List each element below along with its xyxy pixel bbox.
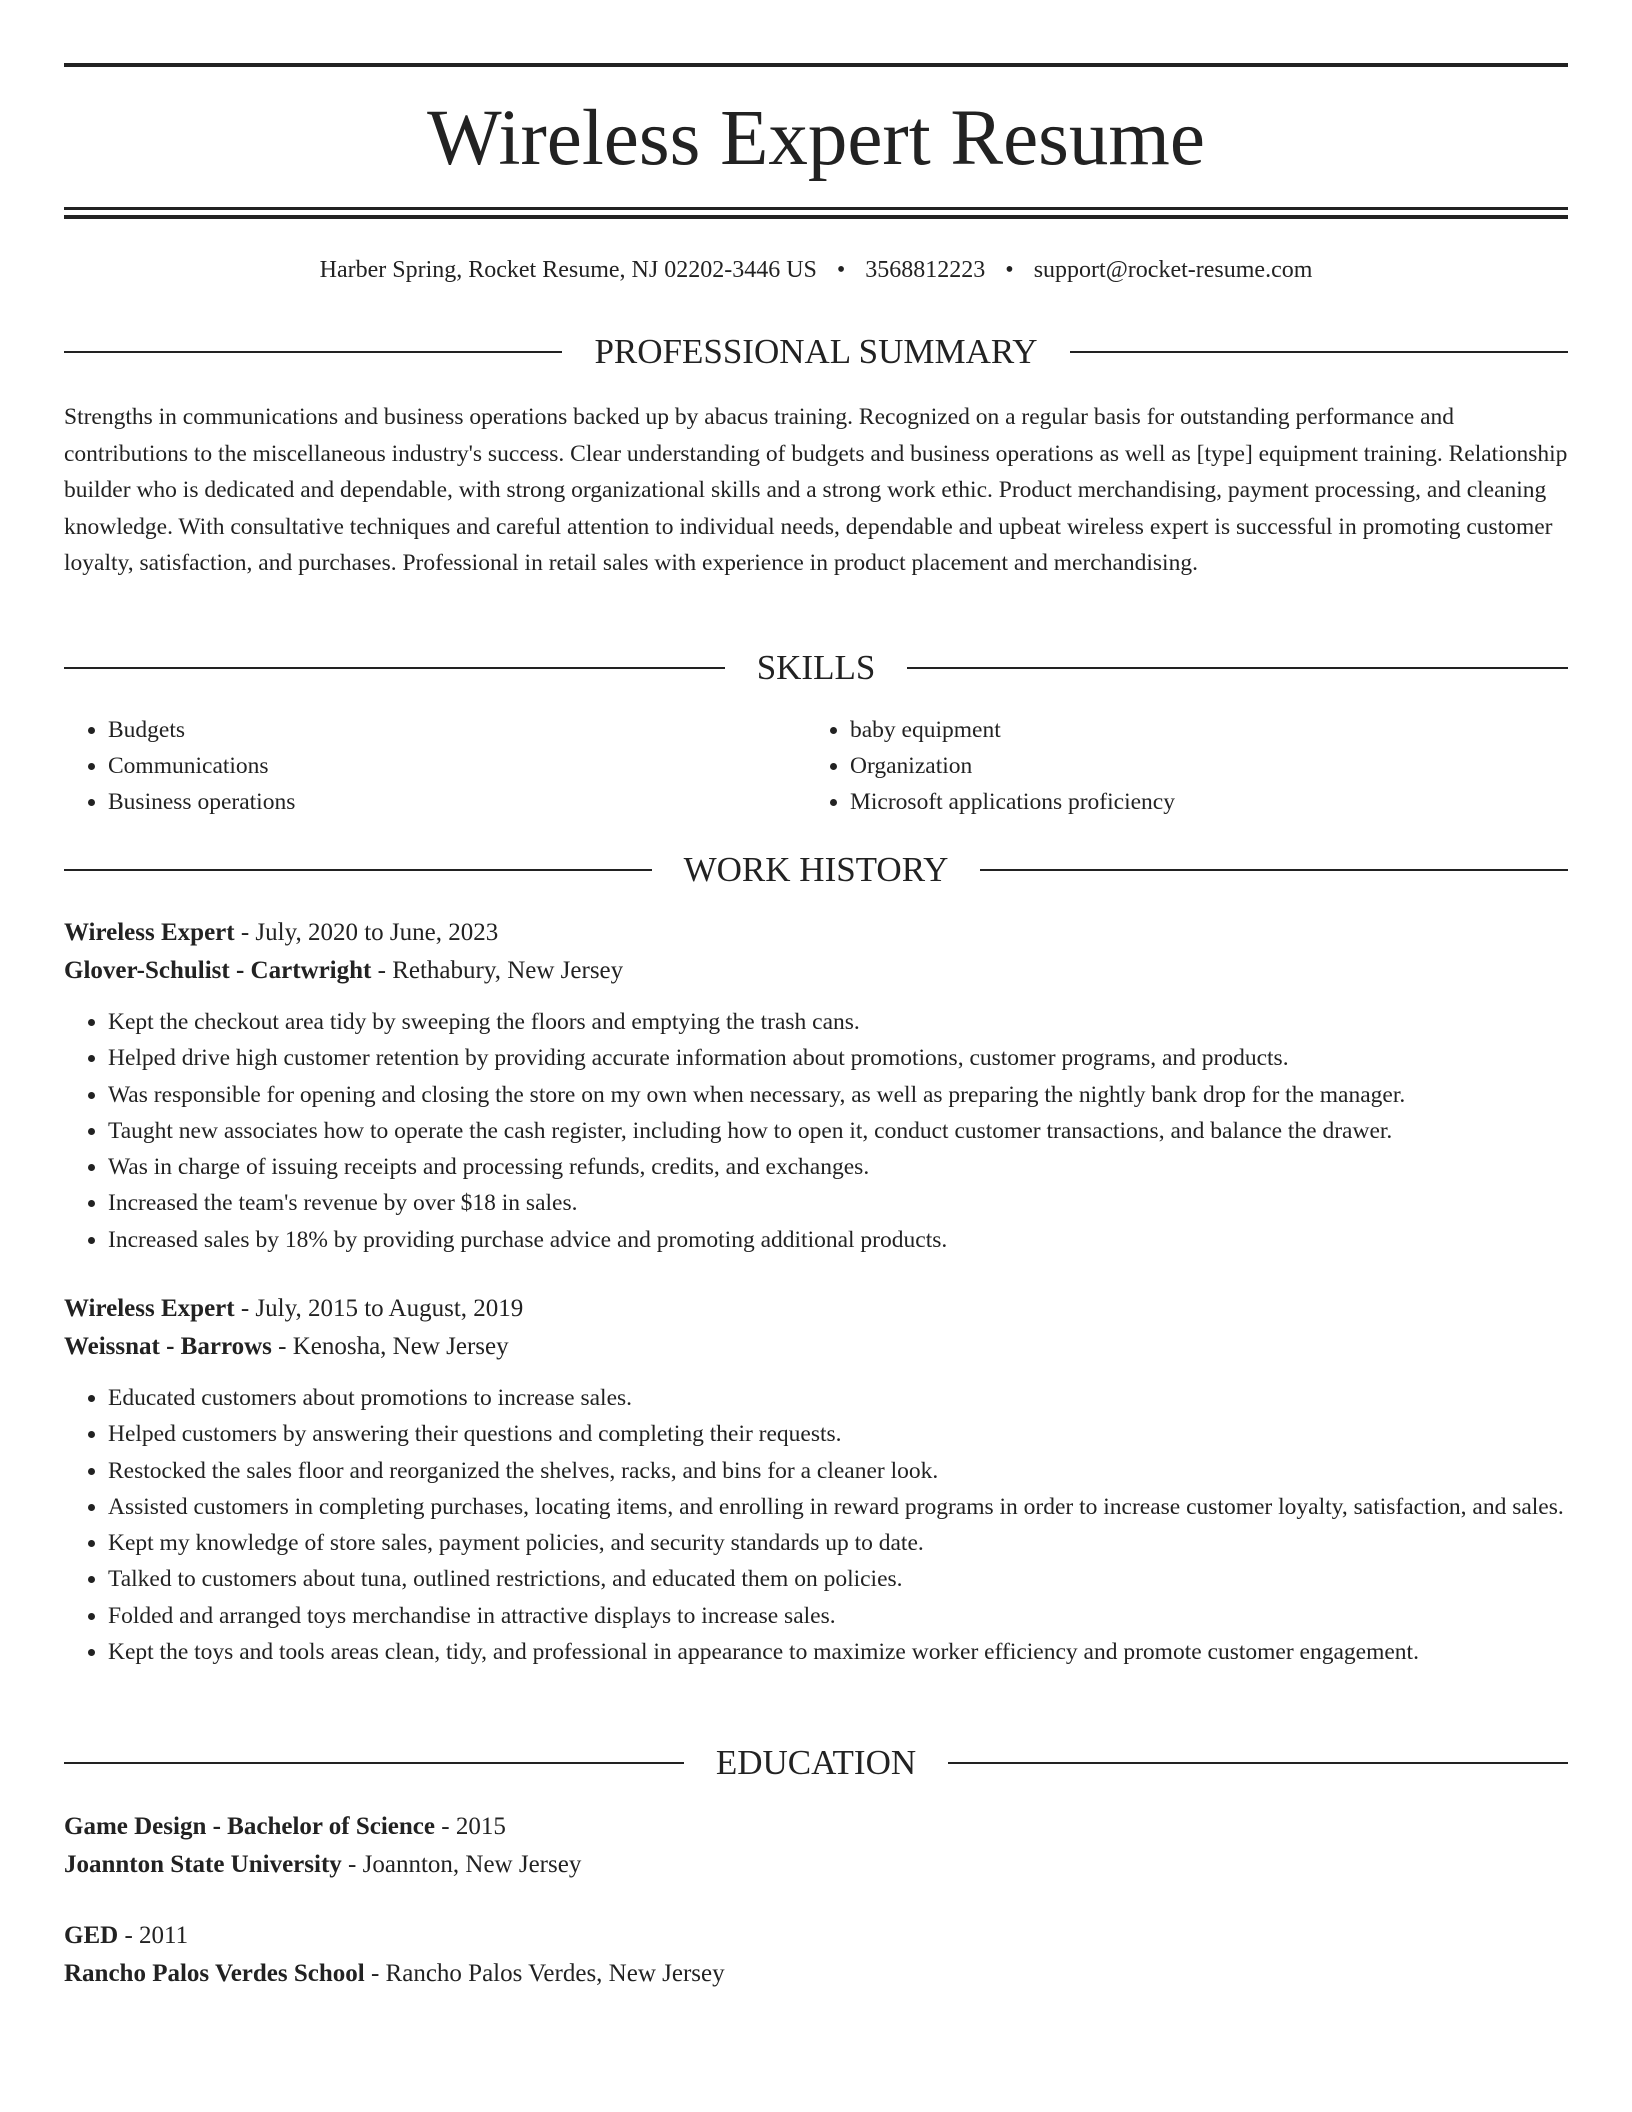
education-school: Joannton State University — [64, 1851, 342, 1878]
contact-separator: • — [836, 257, 846, 283]
heading-rule — [64, 1762, 684, 1764]
title-rule-lower — [64, 215, 1568, 219]
contact-email: support@rocket-resume.com — [1033, 257, 1313, 283]
contact-separator: • — [1005, 257, 1014, 283]
skill-item: • Organization — [850, 748, 1548, 784]
heading-rule — [64, 667, 725, 669]
job-location: - Rethabury, New Jersey — [371, 957, 624, 984]
skill-item: • Budgets — [108, 712, 806, 748]
job-company: Glover-Schulist - Cartwright — [64, 957, 372, 984]
resume-title: Wireless Expert Resume — [427, 95, 1205, 182]
job-dates: - July, 2015 to August, 2019 — [234, 1295, 524, 1322]
education-year: - 2015 — [435, 1813, 506, 1840]
education-heading-label: EDUCATION — [715, 1743, 917, 1782]
education-degree: GED — [64, 1922, 119, 1949]
education-degree-line — [64, 1808, 1568, 1846]
job-company: Weissnat - Barrows — [64, 1333, 272, 1360]
job-bullet: • Was in charge of issuing receipts and processing refunds, credits, and exchanges. — [108, 1149, 1568, 1185]
job-bullet: • Talked to customers about tuna, outlined restrictions, and educated them on policies. — [108, 1561, 1568, 1597]
job-bullet: • Increased sales by 18% by providing purchase advice and promoting additional products. — [108, 1222, 1568, 1258]
job-company-line — [64, 952, 1568, 990]
contact-address: Harber Spring, Rocket Resume, NJ 02202-3446 US — [319, 257, 817, 283]
job-bullet: • Was responsible for opening and closing the store on my own when necessary, as well as preparing the nightly bank drop for the manager. — [108, 1077, 1568, 1113]
education-entry — [64, 1808, 1568, 1884]
education-school: Rancho Palos Verdes School — [64, 1960, 365, 1987]
education-school-line — [64, 1846, 1568, 1884]
job-title-line — [64, 1290, 1568, 1328]
summary-text: Strengths in communications and business operations backed up by abacus training. Recognized on a regular basis for outstanding performance and contributions to the miscellaneous industry's success. Clear understanding of budgets and business operations as well as [type] equipment training. Relationship builder who is dedicated and dependable, with strong organizational skills and a strong work ethic. Product merchandising, payment processing, and cleaning knowledge. With consultative techniques and careful attention to individual needs, dependable and upbeat wireless expert is successful in promoting customer loyalty, satisfaction, and purchases. Professional in retail sales with experience in product placement and merchandising. — [64, 404, 1568, 576]
skills-heading-label: SKILLS — [756, 648, 876, 687]
heading-rule — [64, 351, 562, 353]
education-location: - Joannton, New Jersey — [341, 1851, 582, 1878]
job-bullet: • Kept my knowledge of store sales, payment policies, and security standards up to date. — [108, 1525, 1568, 1561]
heading-rule — [948, 1762, 1568, 1764]
job-bullets — [64, 1380, 1568, 1670]
job-bullet: • Kept the toys and tools areas clean, tidy, and professional in appearance to maximize worker efficiency and promote customer engagement. — [108, 1634, 1568, 1670]
job-bullet: • Educated customers about promotions to increase sales. — [108, 1380, 1568, 1416]
job-company-line — [64, 1328, 1568, 1366]
heading-rule — [907, 667, 1568, 669]
skill-item: • Microsoft applications proficiency — [850, 784, 1548, 820]
title-rule-upper — [64, 207, 1568, 210]
top-rule — [64, 63, 1568, 67]
work-heading-label: WORK HISTORY — [683, 850, 949, 889]
education-location: - Rancho Palos Verdes, New Jersey — [364, 1960, 725, 1987]
job-location: - Kenosha, New Jersey — [271, 1333, 509, 1360]
skills-column-left — [64, 712, 806, 820]
education-heading — [64, 1741, 1568, 1785]
skills-column-right — [806, 712, 1548, 820]
summary-heading-label: PROFESSIONAL SUMMARY — [594, 332, 1038, 371]
summary-heading — [64, 330, 1568, 374]
job-title: Wireless Expert — [64, 1295, 235, 1322]
skill-item: • Business operations — [108, 784, 806, 820]
job-dates: - July, 2020 to June, 2023 — [234, 919, 499, 946]
heading-rule — [1070, 351, 1568, 353]
education-degree: Game Design - Bachelor of Science — [64, 1813, 435, 1840]
skill-item: • baby equipment — [850, 712, 1548, 748]
job-entry — [64, 914, 1568, 1258]
skill-item: • Communications — [108, 748, 806, 784]
education-entry — [64, 1917, 1568, 1993]
job-bullet: • Taught new associates how to operate the cash register, including how to open it, conduct customer transactions, and balance the drawer. — [108, 1113, 1568, 1149]
job-bullet: • Kept the checkout area tidy by sweeping the floors and emptying the trash cans. — [108, 1004, 1568, 1040]
contact-phone: 3568812223 — [865, 257, 986, 283]
job-bullet: • Increased the team's revenue by over $18 in sales. — [108, 1185, 1568, 1221]
job-bullet: • Folded and arranged toys merchandise in attractive displays to increase sales. — [108, 1598, 1568, 1634]
job-title-line — [64, 914, 1568, 952]
heading-rule — [64, 869, 652, 871]
skills-list — [64, 712, 1568, 820]
contact-line — [64, 254, 1568, 286]
work-heading — [64, 848, 1568, 892]
job-bullets — [64, 1004, 1568, 1258]
skills-heading — [64, 646, 1568, 690]
education-school-line — [64, 1955, 1568, 1993]
education-year: - 2011 — [118, 1922, 189, 1949]
job-entry — [64, 1290, 1568, 1670]
job-bullet: • Restocked the sales floor and reorganized the shelves, racks, and bins for a cleaner look. — [108, 1453, 1568, 1489]
heading-rule — [980, 869, 1568, 871]
job-bullet: • Assisted customers in completing purchases, locating items, and enrolling in reward programs in order to increase customer loyalty, satisfaction, and sales. — [108, 1489, 1568, 1525]
job-title: Wireless Expert — [64, 919, 235, 946]
job-bullet: • Helped drive high customer retention by providing accurate information about promotions, customer programs, and products. — [108, 1040, 1568, 1076]
job-bullet: • Helped customers by answering their questions and completing their requests. — [108, 1416, 1568, 1452]
education-degree-line — [64, 1917, 1568, 1955]
